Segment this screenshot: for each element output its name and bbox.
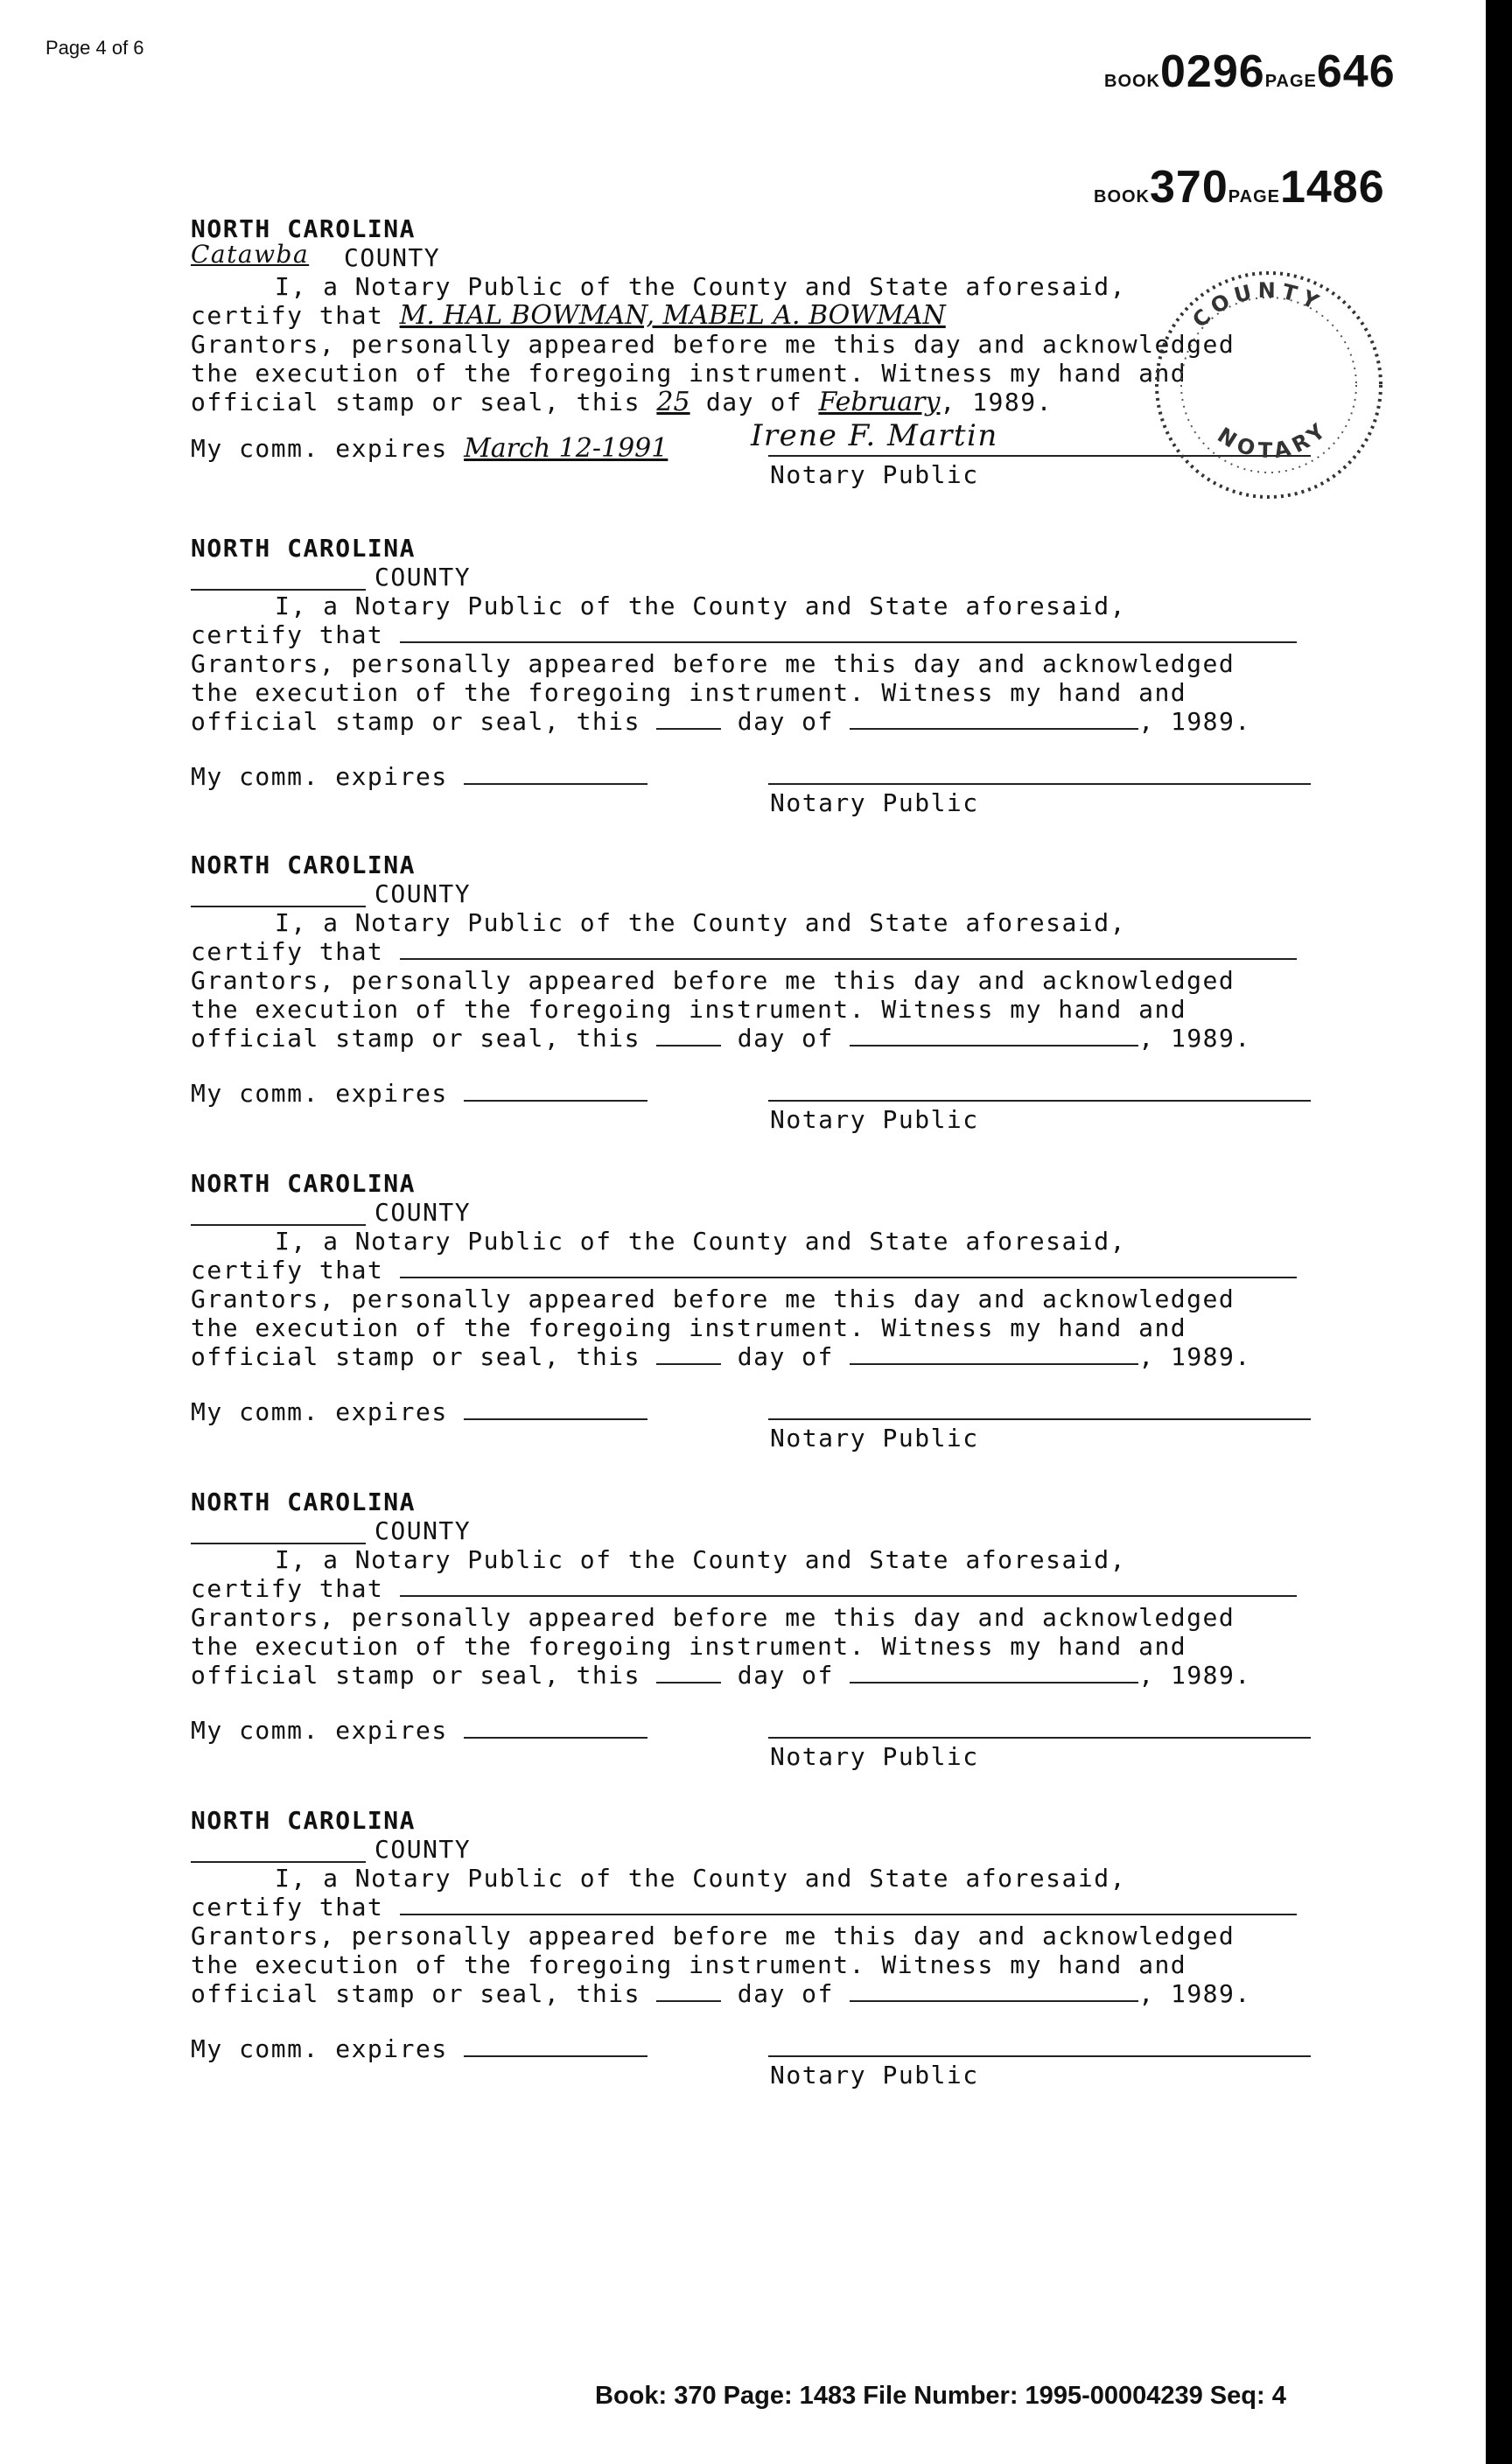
seal-date-row: official stamp or seal, this day of , 1989. bbox=[191, 1979, 1251, 2008]
seal-date-row: official stamp or seal, this day of , 1989. bbox=[191, 707, 1251, 736]
acknowledgment-line-3: Grantors, personally appeared before me this day and acknowledged bbox=[191, 649, 1236, 678]
day-blank bbox=[656, 1981, 721, 2002]
state-label: NORTH CAROLINA bbox=[191, 850, 416, 879]
certify-row: certify that bbox=[191, 1574, 1311, 1603]
month-blank bbox=[850, 1344, 1138, 1365]
month-blank bbox=[850, 709, 1138, 730]
commission-date-handwritten: March 12-1991 bbox=[464, 433, 668, 464]
svg-text:COUNTY: COUNTY bbox=[1187, 277, 1327, 333]
day-blank bbox=[656, 1026, 721, 1046]
acknowledgment-line-4: the execution of the foregoing instrument. Witness my hand and bbox=[191, 678, 1187, 707]
acknowledgment-line-3: Grantors, personally appeared before me this day and acknowledged bbox=[191, 1922, 1236, 1950]
commission-blank bbox=[464, 1399, 648, 1420]
state-label: NORTH CAROLINA bbox=[191, 1169, 416, 1198]
seal-date-row: official stamp or seal, this day of , 1989. bbox=[191, 1342, 1251, 1371]
state-label: NORTH CAROLINA bbox=[191, 1806, 416, 1835]
county-row bbox=[191, 1835, 1311, 1864]
notary-seal-icon bbox=[1138, 254, 1400, 516]
county-blank bbox=[191, 589, 366, 591]
seal-date-row: official stamp or seal, this day of , 1989. bbox=[191, 1024, 1251, 1053]
acknowledgment-line-1: I, a Notary Public of the County and State aforesaid, bbox=[275, 1864, 1126, 1893]
certify-row: certify that M. HAL BOWMAN, MABEL A. BOWMAN bbox=[191, 300, 946, 331]
acknowledgment-line-4: the execution of the foregoing instrument. Witness my hand and bbox=[191, 359, 1187, 388]
month-blank bbox=[850, 1981, 1138, 2002]
book-reference-top: BOOK0296PAGE646 bbox=[1104, 46, 1396, 97]
notary-public-label: Notary Public bbox=[770, 2061, 979, 2090]
acknowledgment-line-3: Grantors, personally appeared before me this day and acknowledged bbox=[191, 1284, 1236, 1313]
county-blank bbox=[191, 1543, 366, 1544]
month-blank bbox=[850, 1026, 1138, 1046]
grantors-blank bbox=[400, 937, 1297, 960]
certify-row: certify that bbox=[191, 1256, 1311, 1284]
signature-line bbox=[768, 1100, 1311, 1102]
county-blank bbox=[191, 1224, 366, 1226]
notary-block-4 bbox=[191, 1169, 1311, 1459]
acknowledgment-line-1: I, a Notary Public of the County and State aforesaid, bbox=[275, 1545, 1126, 1574]
signature-line bbox=[768, 1418, 1311, 1420]
scan-edge bbox=[1486, 0, 1512, 2464]
acknowledgment-line-3: Grantors, personally appeared before me this day and acknowledged bbox=[191, 330, 1236, 359]
commission-row: My comm. expires Notary Public bbox=[191, 1079, 1311, 1140]
commission-blank bbox=[464, 1718, 648, 1739]
grantors-blank bbox=[400, 1893, 1297, 1915]
acknowledgment-line-1: I, a Notary Public of the County and State aforesaid, bbox=[275, 272, 1126, 301]
signature-line bbox=[768, 2055, 1311, 2057]
grantors-blank bbox=[400, 620, 1297, 643]
acknowledgment-line-3: Grantors, personally appeared before me this day and acknowledged bbox=[191, 966, 1236, 995]
acknowledgment-line-1: I, a Notary Public of the County and State aforesaid, bbox=[275, 908, 1126, 937]
grantors-handwritten: M. HAL BOWMAN, MABEL A. BOWMAN bbox=[399, 300, 946, 331]
acknowledgment-line-4: the execution of the foregoing instrument. Witness my hand and bbox=[191, 1950, 1187, 1979]
commission-row: My comm. expires Notary Public bbox=[191, 1716, 1311, 1777]
notary-public-label: Notary Public bbox=[770, 1424, 979, 1452]
signature-line bbox=[768, 1737, 1311, 1739]
county-label: COUNTY bbox=[374, 879, 472, 908]
county-blank bbox=[191, 1861, 366, 1863]
county-row bbox=[191, 879, 1311, 908]
county-label: COUNTY bbox=[374, 1516, 472, 1545]
commission-row: My comm. expires Notary Public bbox=[191, 2034, 1311, 2096]
notary-block-2 bbox=[191, 534, 1311, 823]
notary-public-label: Notary Public bbox=[770, 460, 979, 489]
commission-blank bbox=[464, 2036, 648, 2057]
state-label: NORTH CAROLINA bbox=[191, 534, 416, 563]
county-label: COUNTY bbox=[374, 563, 472, 592]
month-blank bbox=[850, 1662, 1138, 1684]
page-indicator: Page 4 of 6 bbox=[46, 37, 144, 59]
acknowledgment-line-4: the execution of the foregoing instrument. Witness my hand and bbox=[191, 1313, 1187, 1342]
commission-row: My comm. expires March 12-1991 Irene F. Martin Notary Public bbox=[191, 434, 1311, 495]
acknowledgment-line-3: Grantors, personally appeared before me this day and acknowledged bbox=[191, 1603, 1236, 1632]
state-label: NORTH CAROLINA bbox=[191, 1488, 416, 1516]
seal-date-row: official stamp or seal, this day of , 1989. bbox=[191, 1661, 1251, 1690]
day-blank bbox=[656, 1344, 721, 1365]
county-blank bbox=[191, 906, 366, 907]
notary-public-label: Notary Public bbox=[770, 788, 979, 817]
acknowledgment-line-1: I, a Notary Public of the County and State aforesaid, bbox=[275, 592, 1126, 620]
notary-public-label: Notary Public bbox=[770, 1105, 979, 1134]
acknowledgment-line-4: the execution of the foregoing instrument. Witness my hand and bbox=[191, 995, 1187, 1024]
acknowledgment-line-1: I, a Notary Public of the County and State aforesaid, bbox=[275, 1227, 1126, 1256]
notary-block-6 bbox=[191, 1806, 1311, 2096]
notary-block-5 bbox=[191, 1488, 1311, 1777]
state-label: NORTH CAROLINA bbox=[191, 214, 416, 243]
county-label: COUNTY bbox=[374, 1198, 472, 1227]
day-blank bbox=[656, 1662, 721, 1684]
recording-footer: Book: 370 Page: 1483 File Number: 1995-00004239 Seq: 4 bbox=[595, 2382, 1286, 2410]
book-reference-second: BOOK370PAGE1486 bbox=[1094, 162, 1385, 213]
notary-block-3 bbox=[191, 850, 1311, 1140]
seal-date-row: official stamp or seal, this 25 day of February, 1989. bbox=[191, 387, 1053, 417]
county-row bbox=[191, 1198, 1311, 1227]
county-label: COUNTY bbox=[374, 1835, 472, 1864]
county-row bbox=[191, 563, 1311, 592]
commission-row: My comm. expires Notary Public bbox=[191, 762, 1311, 823]
day-blank bbox=[656, 709, 721, 730]
certify-row: certify that bbox=[191, 620, 1311, 649]
commission-blank bbox=[464, 1081, 648, 1102]
grantors-blank bbox=[400, 1256, 1297, 1278]
day-handwritten: 25 bbox=[656, 387, 690, 417]
county-handwritten: Catawba bbox=[191, 240, 310, 269]
commission-row: My comm. expires Notary Public bbox=[191, 1397, 1311, 1459]
county-row bbox=[191, 1516, 1311, 1545]
notary-signature: Irene F. Martin bbox=[751, 418, 998, 453]
month-handwritten: February bbox=[818, 387, 941, 417]
notary-public-label: Notary Public bbox=[770, 1742, 979, 1771]
county-label: COUNTY bbox=[344, 243, 441, 272]
signature-line bbox=[768, 783, 1311, 785]
commission-blank bbox=[464, 764, 648, 785]
certify-row: certify that bbox=[191, 1893, 1311, 1922]
certify-row: certify that bbox=[191, 937, 1311, 966]
acknowledgment-line-4: the execution of the foregoing instrument. Witness my hand and bbox=[191, 1632, 1187, 1661]
grantors-blank bbox=[400, 1574, 1297, 1597]
svg-text:NOTARY: NOTARY bbox=[1213, 416, 1334, 464]
